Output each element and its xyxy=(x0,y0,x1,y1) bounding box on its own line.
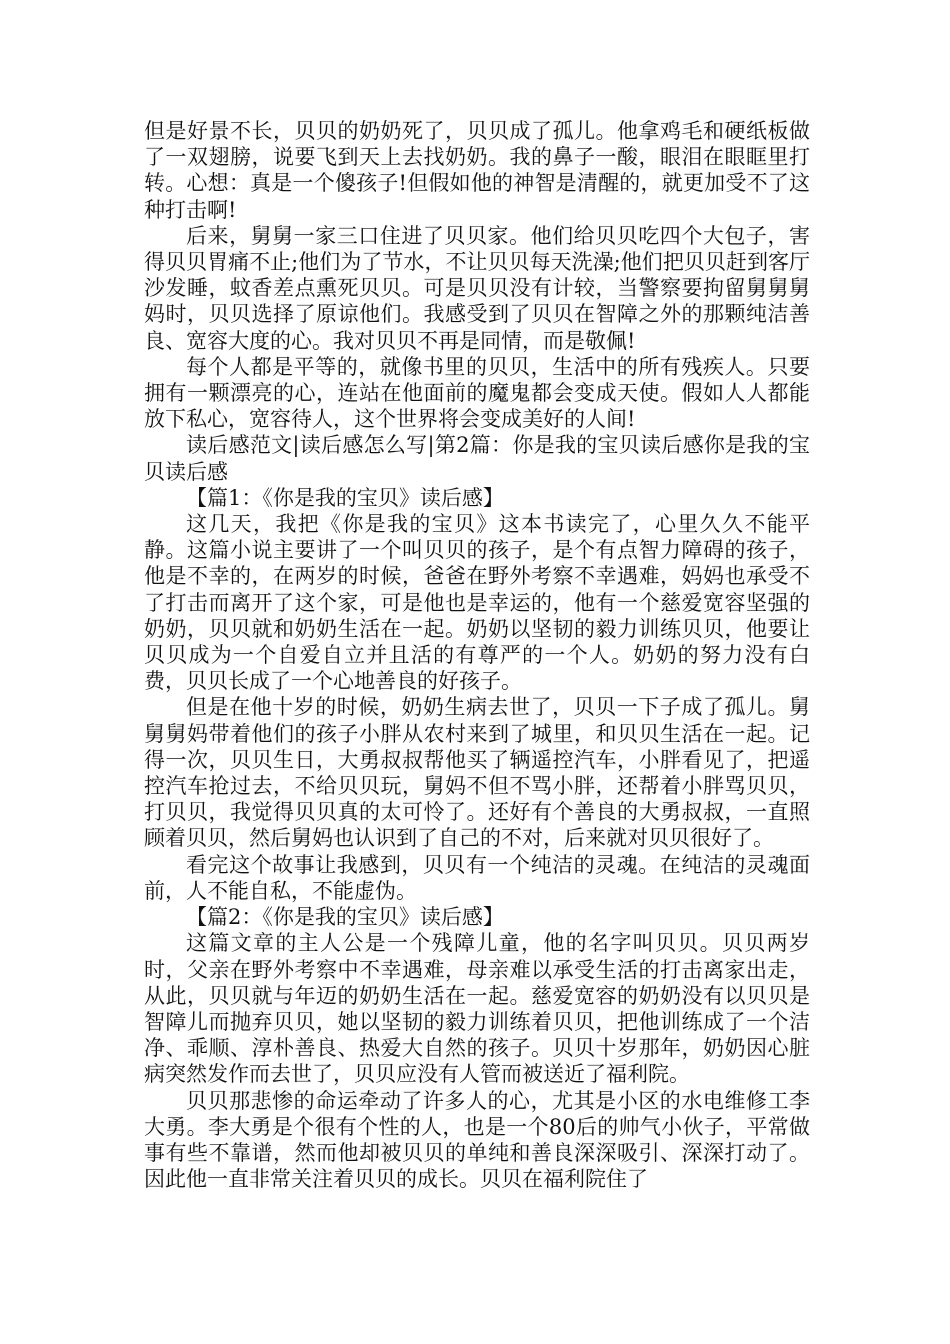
paragraph-1: 但是好景不长，贝贝的奶奶死了，贝贝成了孤儿。他拿鸡毛和硬纸板做了一双翅膀，说要飞到天上去找奶奶。我的鼻子一酸，眼泪在眼眶里打转。心想：真是一个傻孩子!但假如他的神智是清醒的，就更加受不了这种打击啊! xyxy=(144,119,810,222)
chapter-heading-2: 【篇2：《你是我的宝贝》读后感】 xyxy=(186,905,504,930)
paragraph-6: 看完这个故事让我感到，贝贝有一个纯洁的灵魂。在纯洁的灵魂面前，人不能自私，不能虚伪。 xyxy=(144,852,810,903)
paragraph-2: 后来，舅舅一家三口住进了贝贝家。他们给贝贝吃四个大包子，害得贝贝胃痛不止;他们为了节水，不让贝贝每天洗澡;他们把贝贝赶到客厅沙发睡，蚊香差点熏死贝贝。可是贝贝没有计较，当警察要拘留舅舅舅妈时，贝贝选择了原谅他们。我感受到了贝贝在智障之外的那颗纯洁善良、宽容大度的心。我对贝贝不再是同情，而是敬佩! xyxy=(144,223,810,353)
paragraph-7: 这篇文章的主人公是一个残障儿童，他的名字叫贝贝。贝贝两岁时，父亲在野外考察中不幸遇难，母亲难以承受生活的打击离家出走，从此，贝贝就与年迈的奶奶生活在一起。慈爱宽容的奶奶没有以贝贝是智障儿而抛弃贝贝，她以坚韧的毅力训练着贝贝，把他训练成了一个洁净、乖顺、淳朴善良、热爱大自然的孩子。贝贝十岁那年，奶奶因心脏病突然发作而去世了，贝贝应没有人管而被送近了福利院。 xyxy=(144,931,810,1087)
paragraph-8: 贝贝那悲惨的命运牵动了许多人的心，尤其是小区的水电维修工李大勇。李大勇是个很有个性的人，也是一个80后的帅气小伙子，平常做事有些不靠谱，然而他却被贝贝的单纯和善良深深吸引、深深打动了。因此他一直非常关注着贝贝的成长。贝贝在福利院住了 xyxy=(144,1088,810,1192)
document-page xyxy=(144,118,810,1192)
chapter-heading-1: 【篇1：《你是我的宝贝》读后感】 xyxy=(186,485,504,510)
section-title: 读后感范文|读后感怎么写|第2篇：你是我的宝贝读后感你是我的宝贝读后感 xyxy=(144,433,810,484)
paragraph-4: 这几天，我把《你是我的宝贝》这本书读完了，心里久久不能平静。这篇小说主要讲了一个叫贝贝的孩子，是个有点智力障碍的孩子，他是不幸的，在两岁的时候，爸爸在野外考察不幸遇难，妈妈也承受不了打击而离开了这个家，可是他也是幸运的，他有一个慈爱宽容坚强的奶奶，贝贝就和奶奶生活在一起。奶奶以坚韧的毅力训练贝贝，他要让贝贝成为一个自爱自立并且活的有尊严的一个人。奶奶的努力没有白费，贝贝长成了一个心地善良的好孩子。 xyxy=(144,512,810,694)
paragraph-3: 每个人都是平等的，就像书里的贝贝，生活中的所有残疾人。只要拥有一颗漂亮的心，连站在他面前的魔鬼都会变成天使。假如人人都能放下私心，宽容待人，这个世界将会变成美好的人间! xyxy=(144,354,810,432)
paragraph-5: 但是在他十岁的时候，奶奶生病去世了，贝贝一下子成了孤儿。舅舅舅妈带着他们的孩子小胖从农村来到了城里，和贝贝生活在一起。记得一次，贝贝生日，大勇叔叔帮他买了辆遥控汽车，小胖看见了，把遥控汽车抢过去，不给贝贝玩，舅妈不但不骂小胖，还帮着小胖骂贝贝，打贝贝，我觉得贝贝真的太可怜了。还好有个善良的大勇叔叔，一直照顾着贝贝，然后舅妈也认识到了自己的不对，后来就对贝贝很好了。 xyxy=(144,695,810,851)
